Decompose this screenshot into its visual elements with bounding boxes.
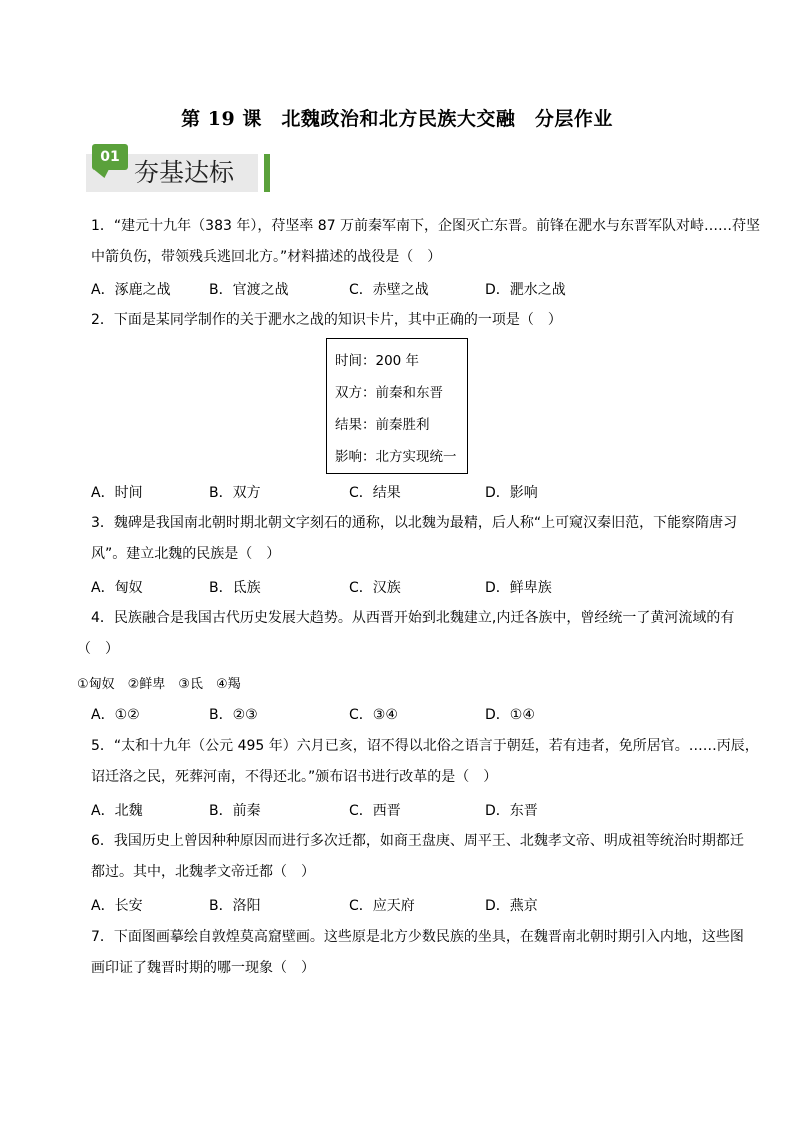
question-1-options <box>91 279 731 299</box>
question-4-options <box>91 704 731 724</box>
option-c[interactable]: C．汉族 <box>349 580 401 596</box>
question-3-options <box>91 577 731 597</box>
option-a[interactable]: A．长安 <box>91 898 143 914</box>
section-number-badge: 01 <box>92 144 128 170</box>
stem-line: 都过。其中，北魏孝文帝迁都（ ） <box>91 864 315 880</box>
question-2-options <box>91 482 731 502</box>
option-c[interactable]: C．应天府 <box>349 898 415 914</box>
option-d[interactable]: D．影响 <box>485 485 538 501</box>
option-a[interactable]: A．北魏 <box>91 803 143 819</box>
banner-accent-bar <box>264 154 270 192</box>
question-2-stem <box>91 305 731 336</box>
option-d[interactable]: D．燕京 <box>485 898 538 914</box>
option-a[interactable]: A．时间 <box>91 485 143 501</box>
stem-line: （ ） <box>77 641 119 657</box>
option-a[interactable]: A．①② <box>91 707 140 723</box>
option-c[interactable]: C．③④ <box>349 707 398 723</box>
option-d[interactable]: D．①④ <box>485 707 535 723</box>
option-d[interactable]: D．淝水之战 <box>485 282 566 298</box>
option-d[interactable]: D．鲜卑族 <box>485 580 552 596</box>
question-5-stem <box>91 731 759 793</box>
stem-line: 6．我国历史上曾因种种原因而进行多次迁都，如商王盘庚、周平王、北魏孝文帝、明成祖等统治时期都迁 <box>91 833 744 849</box>
stem-line: 3．魏碑是我国南北朝时期北朝文字刻石的通称，以北魏为最精，后人称“上可窥汉秦旧范，下能察隋唐习 <box>91 515 738 531</box>
option-c[interactable]: C．赤壁之战 <box>349 282 429 298</box>
option-c[interactable]: C．结果 <box>349 485 401 501</box>
stem-line: 2．下面是某同学制作的关于淝水之战的知识卡片，其中正确的一项是（ ） <box>91 312 562 328</box>
option-b[interactable]: B．双方 <box>209 485 261 501</box>
option-b[interactable]: B．官渡之战 <box>209 282 289 298</box>
question-4-stem <box>77 603 735 665</box>
stem-line: 风”。建立北魏的民族是（ ） <box>91 546 281 562</box>
stem-line: 中箭负伤，带领残兵逃回北方。”材料描述的战役是（ ） <box>91 249 442 265</box>
question-5-options <box>91 800 731 820</box>
question-4-items: ①匈奴 ②鲜卑 ③氐 ④羯 <box>77 677 241 692</box>
stem-line: 诏迁洛之民，死葬河南，不得还北。”颁布诏书进行改革的是（ ） <box>91 769 498 785</box>
stem-line: 5．“太和十九年（公元 495 年）六月已亥，诏不得以北俗之语言于朝廷，若有违者，免所居官。……丙辰， <box>91 738 759 754</box>
stem-line: 画印证了魏晋时期的哪一现象（ ） <box>91 960 315 976</box>
knowledge-card <box>326 338 468 474</box>
option-c[interactable]: C．西晋 <box>349 803 401 819</box>
option-b[interactable]: B．洛阳 <box>209 898 261 914</box>
card-line: 结果：前秦胜利 <box>335 417 430 433</box>
option-b[interactable]: B．前秦 <box>209 803 261 819</box>
question-6-options <box>91 895 731 915</box>
stem-line: 7．下面图画摹绘自敦煌莫高窟壁画。这些原是北方少数民族的坐具，在魏晋南北朝时期引入内地，这些图 <box>91 929 744 945</box>
card-line: 时间：200 年 <box>335 353 420 369</box>
card-line: 双方：前秦和东晋 <box>335 385 443 401</box>
question-6-stem <box>91 826 744 888</box>
question-7-stem <box>91 922 744 984</box>
question-3-stem <box>91 508 738 570</box>
stem-line: 1．“建元十九年（383 年），苻坚率 87 万前秦军南下，企图灭亡东晋。前锋在淝水与东晋军队对峙……苻坚 <box>91 218 761 234</box>
stem-line: 4．民族融合是我国古代历史发展大趋势。从西晋开始到北魏建立,内迁各族中，曾经统一了黄河流域的有 <box>91 610 735 626</box>
page-title: 第 19 课 北魏政治和北方民族大交融 分层作业 <box>181 108 613 130</box>
section-banner <box>86 144 270 194</box>
option-b[interactable]: B．②③ <box>209 707 258 723</box>
option-a[interactable]: A．匈奴 <box>91 580 143 596</box>
option-a[interactable]: A．涿鹿之战 <box>91 282 171 298</box>
option-d[interactable]: D．东晋 <box>485 803 538 819</box>
section-heading: 夯基达标 <box>134 158 235 187</box>
question-1-stem <box>91 211 761 273</box>
option-b[interactable]: B．氐族 <box>209 580 261 596</box>
card-line: 影响：北方实现统一 <box>335 449 457 465</box>
